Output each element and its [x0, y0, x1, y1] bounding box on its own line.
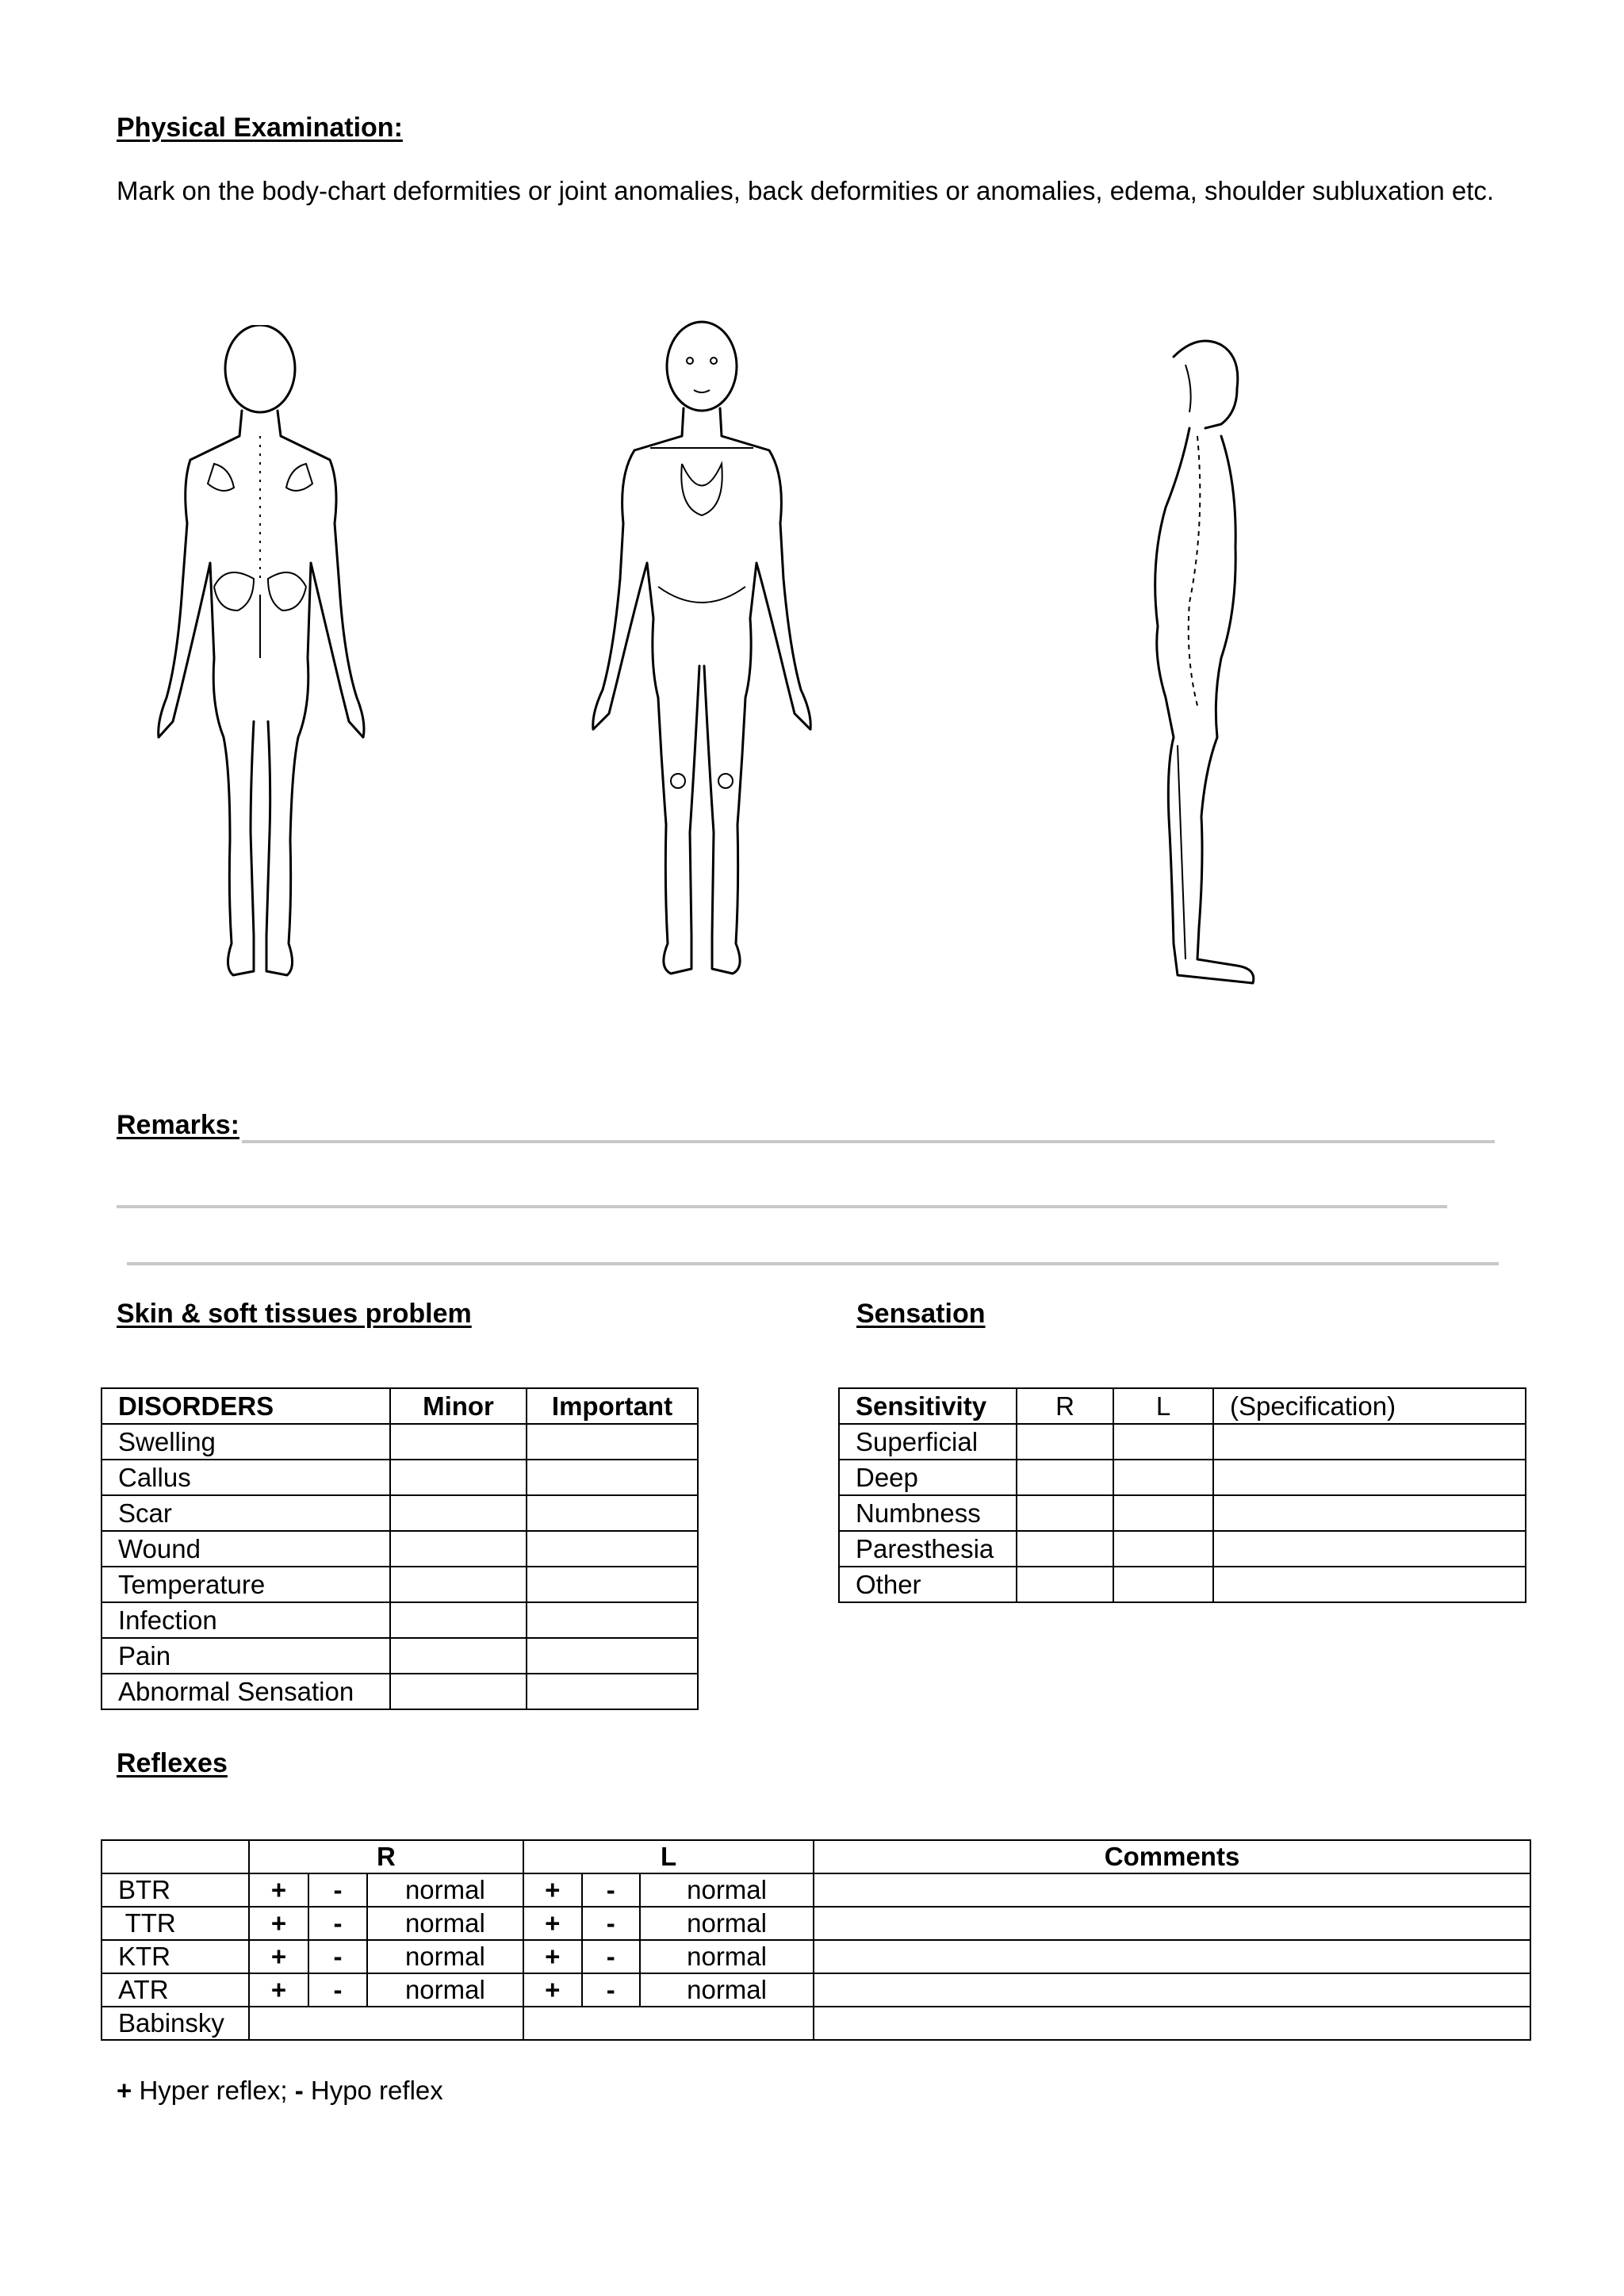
remarks-line-2[interactable] [117, 1205, 1447, 1208]
body-chart-back-image[interactable] [135, 325, 396, 991]
sensitivity-label: Deep [839, 1460, 1017, 1495]
important-cell[interactable] [527, 1531, 698, 1567]
reflexes-table [101, 1839, 1531, 2041]
table-row [839, 1424, 1526, 1460]
remarks-line-3[interactable] [127, 1262, 1499, 1265]
table-row [102, 1907, 1530, 1940]
disorder-label: Swelling [102, 1424, 390, 1460]
minor-cell[interactable] [390, 1638, 527, 1674]
right-minus-option[interactable]: - [308, 1973, 366, 2007]
right-cell[interactable] [1017, 1531, 1113, 1567]
table-row [102, 1873, 1530, 1907]
reflex-label: ATR [102, 1973, 249, 2007]
important-cell[interactable] [527, 1674, 698, 1709]
sensitivity-label: Superficial [839, 1424, 1017, 1460]
specification-cell[interactable] [1213, 1460, 1526, 1495]
table-row [102, 2007, 1530, 2040]
table-row [102, 1460, 698, 1495]
table-row [102, 1424, 698, 1460]
reflex-label: BTR [102, 1873, 249, 1907]
specification-cell[interactable] [1213, 1495, 1526, 1531]
disorder-label: Temperature [102, 1567, 390, 1602]
important-cell[interactable] [527, 1424, 698, 1460]
table-row [839, 1460, 1526, 1495]
right-cell[interactable] [1017, 1424, 1113, 1460]
minor-cell[interactable] [390, 1424, 527, 1460]
minor-cell[interactable] [390, 1531, 527, 1567]
reflexes-heading: Reflexes [117, 1748, 228, 1778]
left-plus-option[interactable]: + [523, 1873, 582, 1907]
right-plus-option[interactable]: + [249, 1973, 309, 2007]
sensitivity-label: Numbness [839, 1495, 1017, 1531]
sensation-table [838, 1387, 1526, 1603]
left-normal-option[interactable]: normal [640, 1907, 814, 1940]
comments-header: Comments [814, 1840, 1530, 1873]
sensitivity-label: Other [839, 1567, 1017, 1602]
right-plus-option[interactable]: + [249, 1907, 309, 1940]
table-row [839, 1531, 1526, 1567]
right-cell[interactable] [1017, 1460, 1113, 1495]
reflex-label: Babinsky [102, 2007, 249, 2040]
table-row [839, 1495, 1526, 1531]
reflex-legend [117, 2076, 443, 2106]
physical-exam-instruction: Mark on the body-chart deformities or joint anomalies, back deformities or anomalies, edema, shoulder subluxation etc. [117, 176, 1495, 205]
hypo-symbol: - [294, 2076, 304, 2105]
skin-heading: Skin & soft tissues problem [117, 1299, 472, 1329]
specification-cell[interactable] [1213, 1424, 1526, 1460]
comments-cell[interactable] [814, 1973, 1530, 2007]
minor-cell[interactable] [390, 1495, 527, 1531]
right-normal-option[interactable]: normal [367, 1873, 523, 1907]
left-plus-option[interactable]: + [523, 1907, 582, 1940]
right-header: R [249, 1840, 523, 1873]
remarks-label: Remarks: [117, 1110, 239, 1140]
disorders-header: DISORDERS [102, 1388, 390, 1424]
left-header: L [523, 1840, 814, 1873]
table-row [102, 1674, 698, 1709]
left-cell[interactable] [1113, 1567, 1213, 1602]
table-row [102, 1940, 1530, 1973]
comments-cell[interactable] [814, 1907, 1530, 1940]
minor-header: Minor [390, 1388, 527, 1424]
comments-cell[interactable] [814, 2007, 1530, 2040]
right-normal-option[interactable]: normal [367, 1940, 523, 1973]
left-cell[interactable] [1113, 1495, 1213, 1531]
disorder-label: Pain [102, 1638, 390, 1674]
left-minus-option[interactable]: - [582, 1873, 640, 1907]
right-minus-option[interactable]: - [308, 1940, 366, 1973]
table-row [102, 1840, 1530, 1873]
table-row [102, 1638, 698, 1674]
body-chart-side-skeleton-image[interactable] [1110, 325, 1285, 1007]
left-cell[interactable] [1113, 1424, 1213, 1460]
minor-cell[interactable] [390, 1602, 527, 1638]
disorder-label: Scar [102, 1495, 390, 1531]
hyper-text: Hyper reflex; [132, 2076, 295, 2105]
disorder-label: Wound [102, 1531, 390, 1567]
table-row [839, 1388, 1526, 1424]
important-cell[interactable] [527, 1460, 698, 1495]
reflex-corner-cell [102, 1840, 249, 1873]
babinsky-right-cell[interactable] [249, 2007, 523, 2040]
left-plus-option[interactable]: + [523, 1940, 582, 1973]
left-cell[interactable] [1113, 1531, 1213, 1567]
left-normal-option[interactable]: normal [640, 1940, 814, 1973]
sensation-heading: Sensation [856, 1299, 986, 1329]
table-row [102, 1495, 698, 1531]
disorder-label: Callus [102, 1460, 390, 1495]
hyper-symbol: + [117, 2076, 132, 2105]
physical-exam-heading: Physical Examination: [117, 113, 403, 143]
minor-cell[interactable] [390, 1674, 527, 1709]
important-cell[interactable] [527, 1567, 698, 1602]
table-row [102, 1567, 698, 1602]
disorder-label: Infection [102, 1602, 390, 1638]
reflex-label: TTR [102, 1907, 249, 1940]
comments-cell[interactable] [814, 1940, 1530, 1973]
skin-table [101, 1387, 699, 1710]
left-normal-option[interactable]: normal [640, 1873, 814, 1907]
table-row [102, 1388, 698, 1424]
disorder-label: Abnormal Sensation [102, 1674, 390, 1709]
hypo-text: Hypo reflex [303, 2076, 443, 2105]
important-cell[interactable] [527, 1638, 698, 1674]
left-plus-option[interactable]: + [523, 1973, 582, 2007]
specification-header: (Specification) [1213, 1388, 1526, 1424]
table-row [102, 1973, 1530, 2007]
right-plus-option[interactable]: + [249, 1940, 309, 1973]
reflex-label: KTR [102, 1940, 249, 1973]
specification-cell[interactable] [1213, 1567, 1526, 1602]
right-normal-option[interactable]: normal [367, 1973, 523, 2007]
important-header: Important [527, 1388, 698, 1424]
important-cell[interactable] [527, 1602, 698, 1638]
left-minus-option[interactable]: - [582, 1973, 640, 2007]
comments-cell[interactable] [814, 1873, 1530, 1907]
right-plus-option[interactable]: + [249, 1873, 309, 1907]
table-row [839, 1567, 1526, 1602]
body-chart-front-image[interactable] [555, 317, 848, 999]
left-normal-option[interactable]: normal [640, 1973, 814, 2007]
right-minus-option[interactable]: - [308, 1873, 366, 1907]
left-header: L [1113, 1388, 1213, 1424]
sensitivity-header: Sensitivity [839, 1388, 1017, 1424]
right-minus-option[interactable]: - [308, 1907, 366, 1940]
right-normal-option[interactable]: normal [367, 1907, 523, 1940]
minor-cell[interactable] [390, 1460, 527, 1495]
right-cell[interactable] [1017, 1567, 1113, 1602]
specification-cell[interactable] [1213, 1531, 1526, 1567]
table-row [102, 1531, 698, 1567]
sensitivity-label: Paresthesia [839, 1531, 1017, 1567]
left-minus-option[interactable]: - [582, 1940, 640, 1973]
right-cell[interactable] [1017, 1495, 1113, 1531]
important-cell[interactable] [527, 1495, 698, 1531]
babinsky-left-cell[interactable] [523, 2007, 814, 2040]
minor-cell[interactable] [390, 1567, 527, 1602]
left-cell[interactable] [1113, 1460, 1213, 1495]
remarks-line-1[interactable] [242, 1140, 1495, 1143]
right-header: R [1017, 1388, 1113, 1424]
left-minus-option[interactable]: - [582, 1907, 640, 1940]
table-row [102, 1602, 698, 1638]
